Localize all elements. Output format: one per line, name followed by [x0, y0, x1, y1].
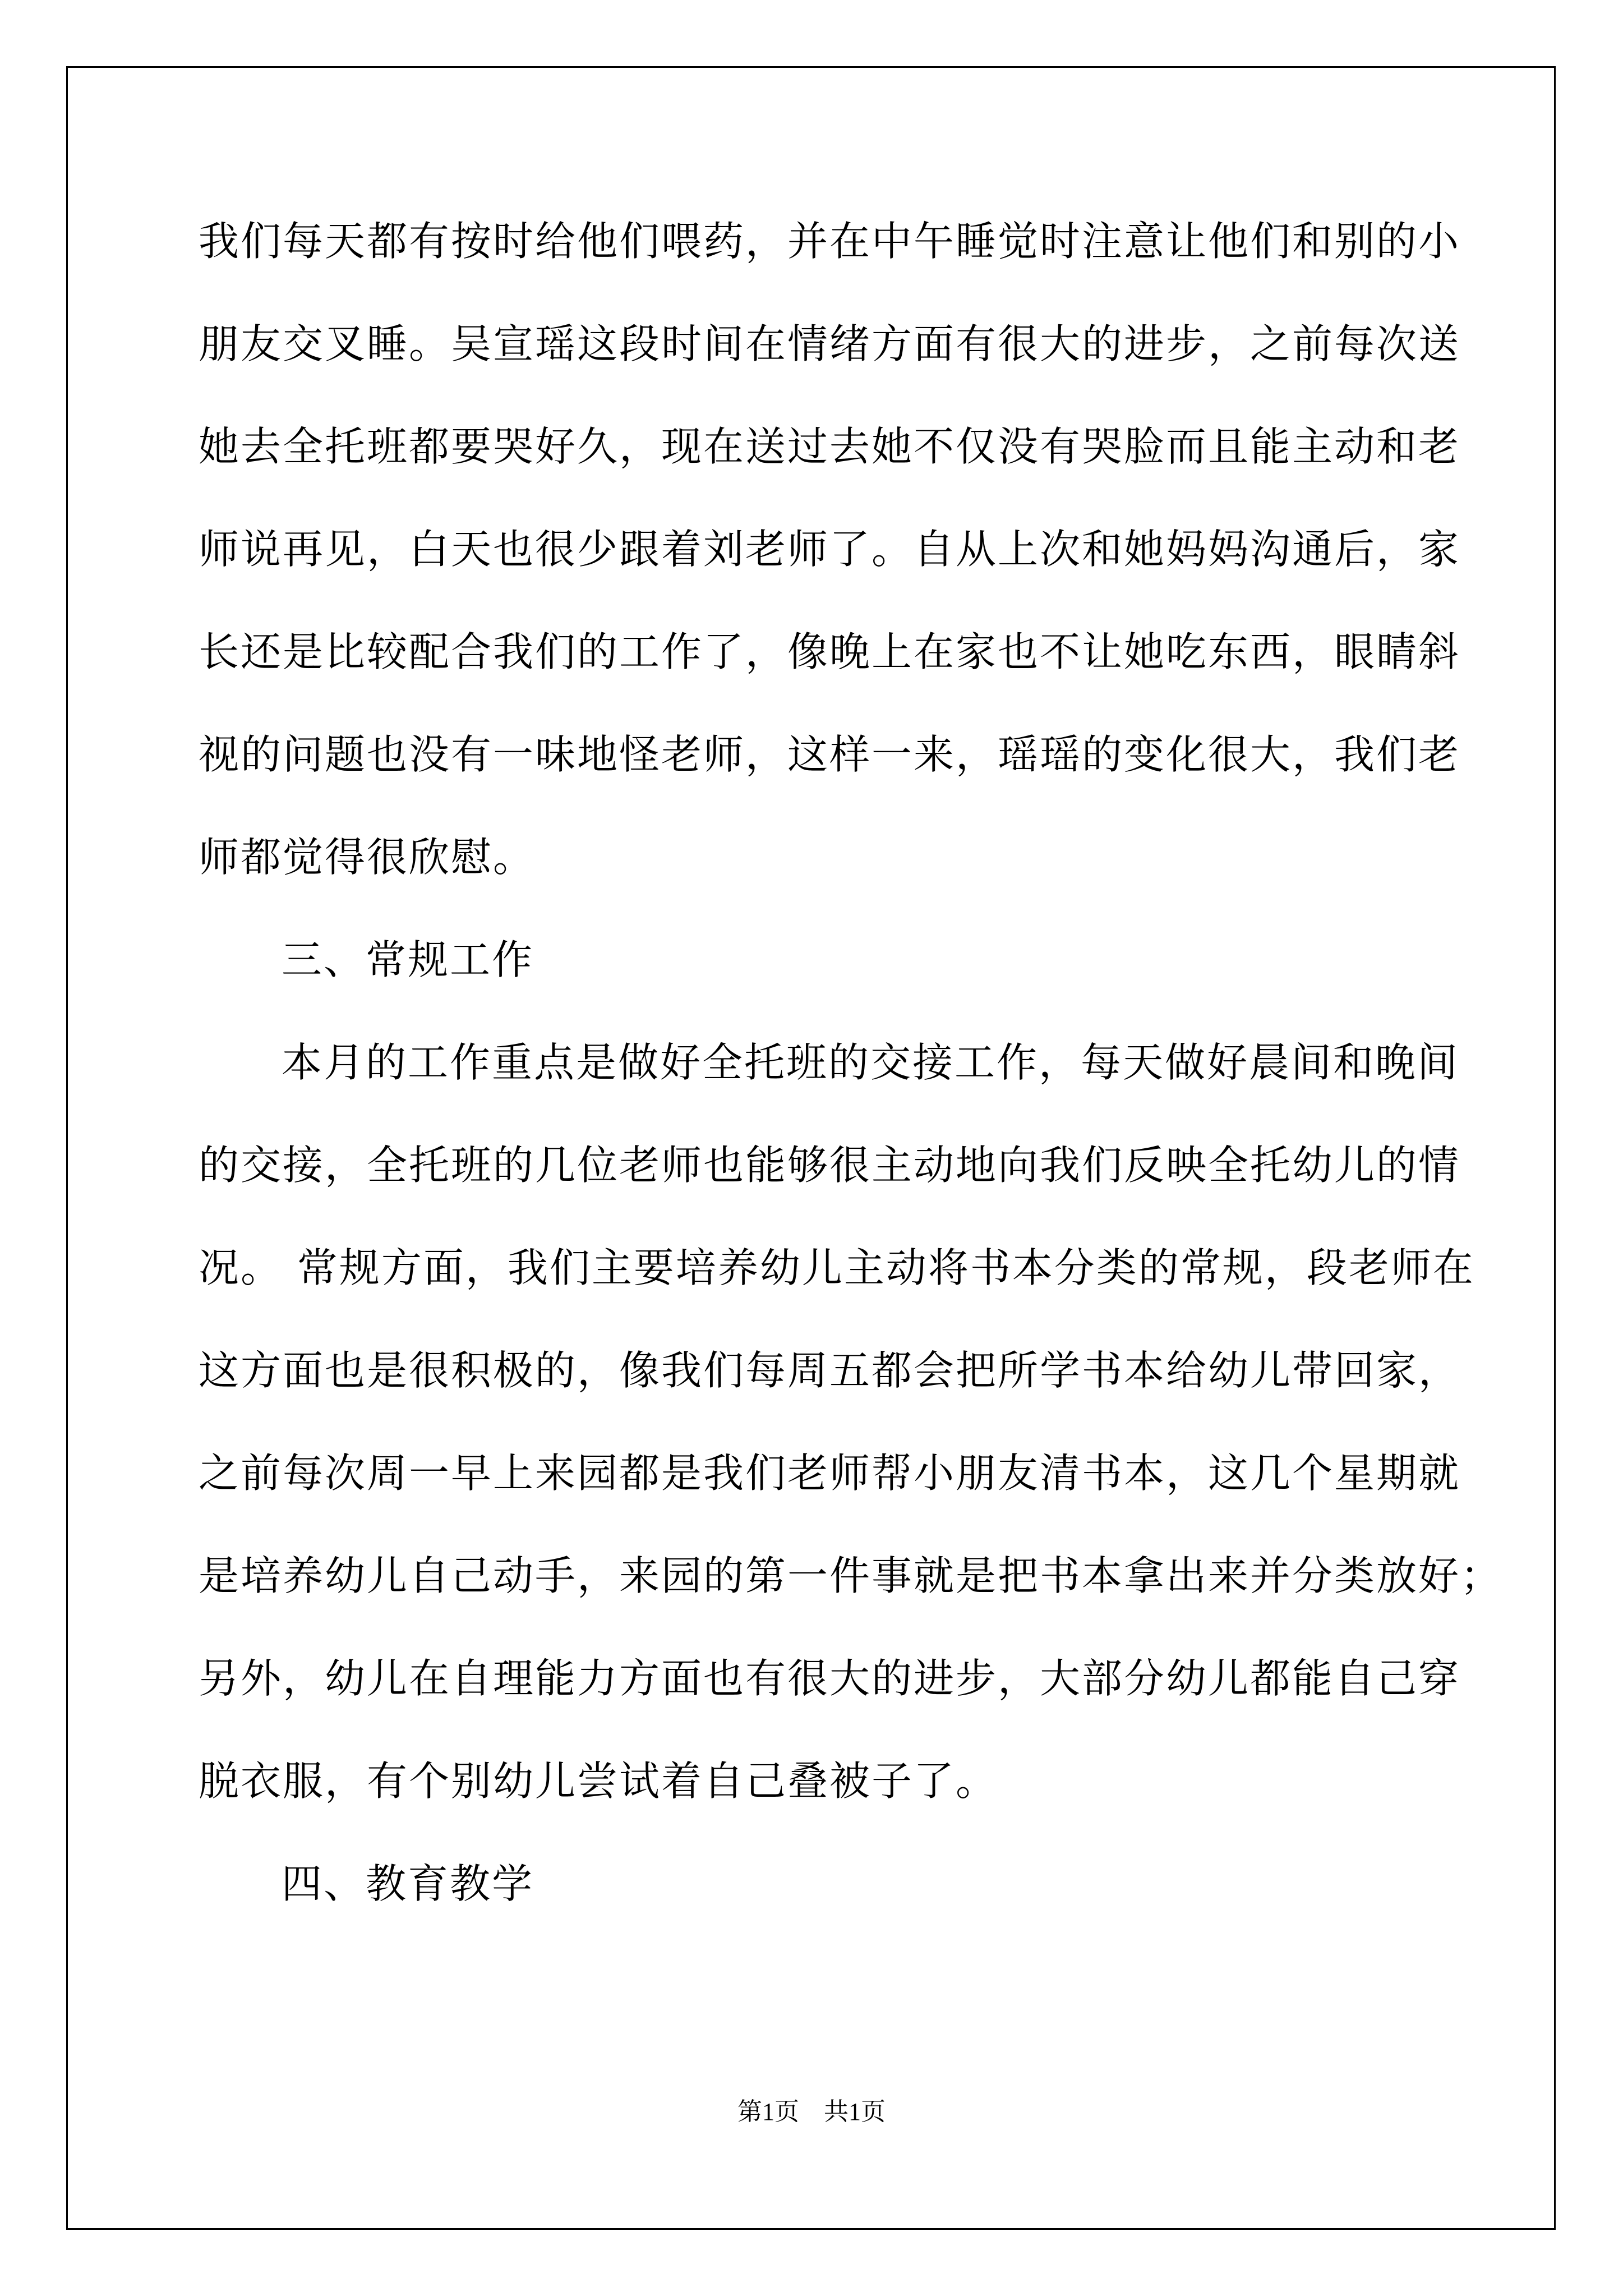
text-line: 视的问题也没有一味地怪老师，这样一来，瑶瑶的变化很大，我们老 [199, 731, 1461, 778]
text-line: 之前每次周一早上来园都是我们老师帮小朋友清书本，这几个星期就 [199, 1450, 1461, 1497]
text-line: 本月的工作重点是做好全托班的交接工作，每天做好晨间和晚间 [282, 1039, 1460, 1086]
text-line: 的交接，全托班的几位老师也能够很主动地向我们反映全托幼儿的情 [199, 1142, 1461, 1189]
text-line: 师说再见，白天也很少跟着刘老师了。自从上次和她妈妈沟通后，家 [199, 526, 1461, 573]
text-line: 另外，幼儿在自理能力方面也有很大的进步，大部分幼儿都能自己穿 [199, 1655, 1461, 1702]
section-heading: 四、教育教学 [282, 1860, 534, 1907]
section-heading: 三、常规工作 [282, 936, 534, 983]
text-line: 脱衣服，有个别幼儿尝试着自己叠被子了。 [199, 1757, 998, 1805]
text-line: 这方面也是很积极的，像我们每周五都会把所学书本给幼儿带回家， [199, 1347, 1461, 1394]
text-line: 况。 常规方面，我们主要培养幼儿主动将书本分类的常规，段老师在 [199, 1244, 1475, 1291]
text-line: 她去全托班都要哭好久，现在送过去她不仅没有哭脸而且能主动和老 [199, 423, 1461, 470]
text-line: 长还是比较配合我们的工作了，像晚上在家也不让她吃东西，眼睛斜 [199, 628, 1461, 675]
text-line: 师都觉得很欣慰。 [199, 834, 536, 881]
text-line: 是培养幼儿自己动手，来园的第一件事就是把书本拿出来并分类放好； [199, 1552, 1503, 1599]
text-line: 我们每天都有按时给他们喂药，并在中午睡觉时注意让他们和别的小 [199, 218, 1461, 265]
page-number: 第1页 共1页 [737, 2098, 886, 2125]
text-line: 朋友交叉睡。吴宣瑶这段时间在情绪方面有很大的进步，之前每次送 [199, 320, 1461, 367]
